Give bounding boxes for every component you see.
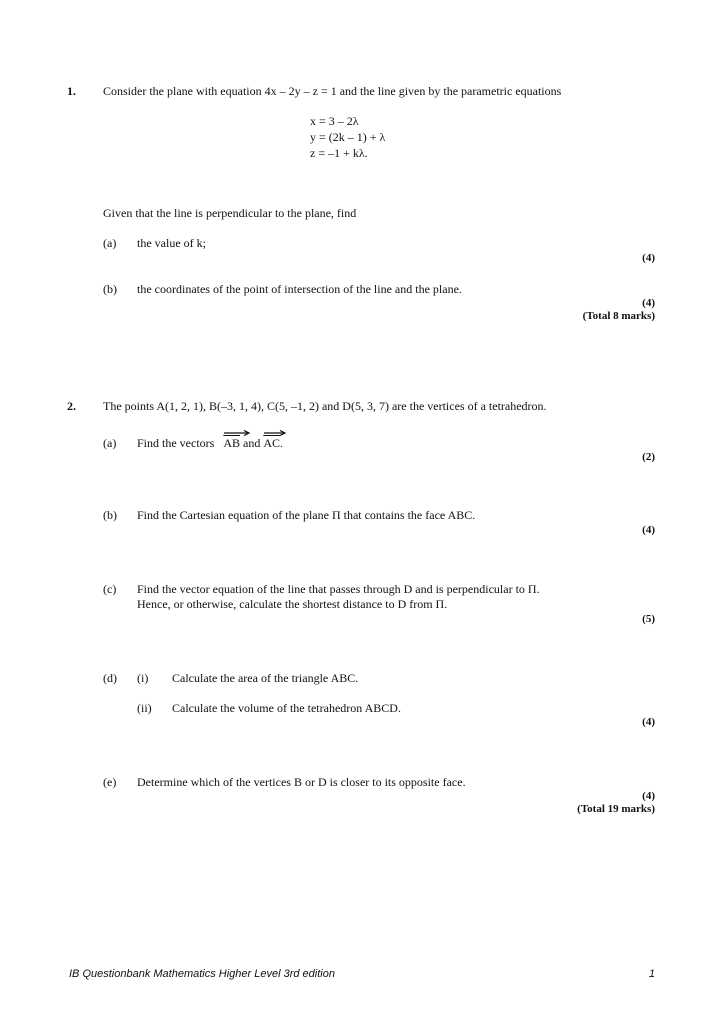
q2-a-and: and bbox=[243, 436, 261, 450]
q2-total-marks: (Total 19 marks) bbox=[577, 803, 655, 815]
vector-ac bbox=[263, 436, 280, 451]
q1-eq-y: y = (2k – 1) + λ bbox=[310, 130, 386, 144]
q2-b-text: Find the Cartesian equation of the plane Π that contains the face ABC. bbox=[137, 508, 476, 522]
q1-given: Given that the line is perpendicular to the plane, find bbox=[103, 206, 357, 220]
q2-e-text: Determine which of the vertices B or D is closer to its opposite face. bbox=[137, 775, 466, 789]
q2-a-label: (a) bbox=[103, 436, 117, 450]
q2-e-marks: (4) bbox=[642, 790, 655, 802]
q2-a-text-pre: Find the vectors bbox=[137, 436, 215, 450]
q1-a-label: (a) bbox=[103, 236, 117, 250]
vector-arrow-icon bbox=[263, 430, 287, 436]
q1-intro: Consider the plane with equation 4x – 2y – z = 1 and the line given by the parametric equations bbox=[103, 84, 562, 98]
q2-d-i-text: Calculate the area of the triangle ABC. bbox=[172, 671, 359, 685]
q2-d-label: (d) bbox=[103, 671, 117, 685]
q1-a-marks: (4) bbox=[642, 252, 655, 264]
vector-ab bbox=[223, 436, 240, 451]
q2-d-marks: (4) bbox=[642, 716, 655, 728]
q2-a-text bbox=[137, 436, 283, 451]
q2-a-end: . bbox=[280, 436, 283, 450]
q2-c-marks: (5) bbox=[642, 613, 655, 625]
q2-c-text2: Hence, or otherwise, calculate the shortest distance to D from Π. bbox=[137, 597, 448, 611]
q1-number: 1. bbox=[67, 84, 76, 98]
q2-d-i-label: (i) bbox=[137, 671, 149, 685]
q1-eq-z: z = –1 + kλ. bbox=[310, 146, 368, 160]
q2-d-ii-label: (ii) bbox=[137, 701, 152, 715]
q2-c-label: (c) bbox=[103, 582, 117, 596]
q1-eq-x: x = 3 – 2λ bbox=[310, 114, 359, 128]
q1-b-label: (b) bbox=[103, 282, 117, 296]
footer-title: IB Questionbank Mathematics Higher Level 3rd edition bbox=[69, 968, 335, 980]
vector-ac-label: AC bbox=[263, 436, 280, 450]
page-number: 1 bbox=[648, 968, 655, 980]
q2-b-label: (b) bbox=[103, 508, 117, 522]
q1-b-text: the coordinates of the point of intersection of the line and the plane. bbox=[137, 282, 462, 296]
q1-a-text: the value of k; bbox=[137, 236, 206, 250]
vector-ab-label: AB bbox=[223, 436, 240, 450]
q2-number: 2. bbox=[67, 399, 76, 413]
q2-a-marks: (2) bbox=[642, 451, 655, 463]
q2-intro: The points A(1, 2, 1), B(–3, 1, 4), C(5, –1, 2) and D(5, 3, 7) are the vertices of a tetrahedron. bbox=[103, 399, 547, 413]
q2-d-ii-text: Calculate the volume of the tetrahedron ABCD. bbox=[172, 701, 401, 715]
q2-e-label: (e) bbox=[103, 775, 117, 789]
q2-b-marks: (4) bbox=[642, 524, 655, 536]
q1-total-marks: (Total 8 marks) bbox=[582, 310, 655, 322]
vector-arrow-icon bbox=[223, 430, 251, 436]
q2-c-text1: Find the vector equation of the line that passes through D and is perpendicular to Π. bbox=[137, 582, 540, 596]
q1-b-marks: (4) bbox=[642, 297, 655, 309]
